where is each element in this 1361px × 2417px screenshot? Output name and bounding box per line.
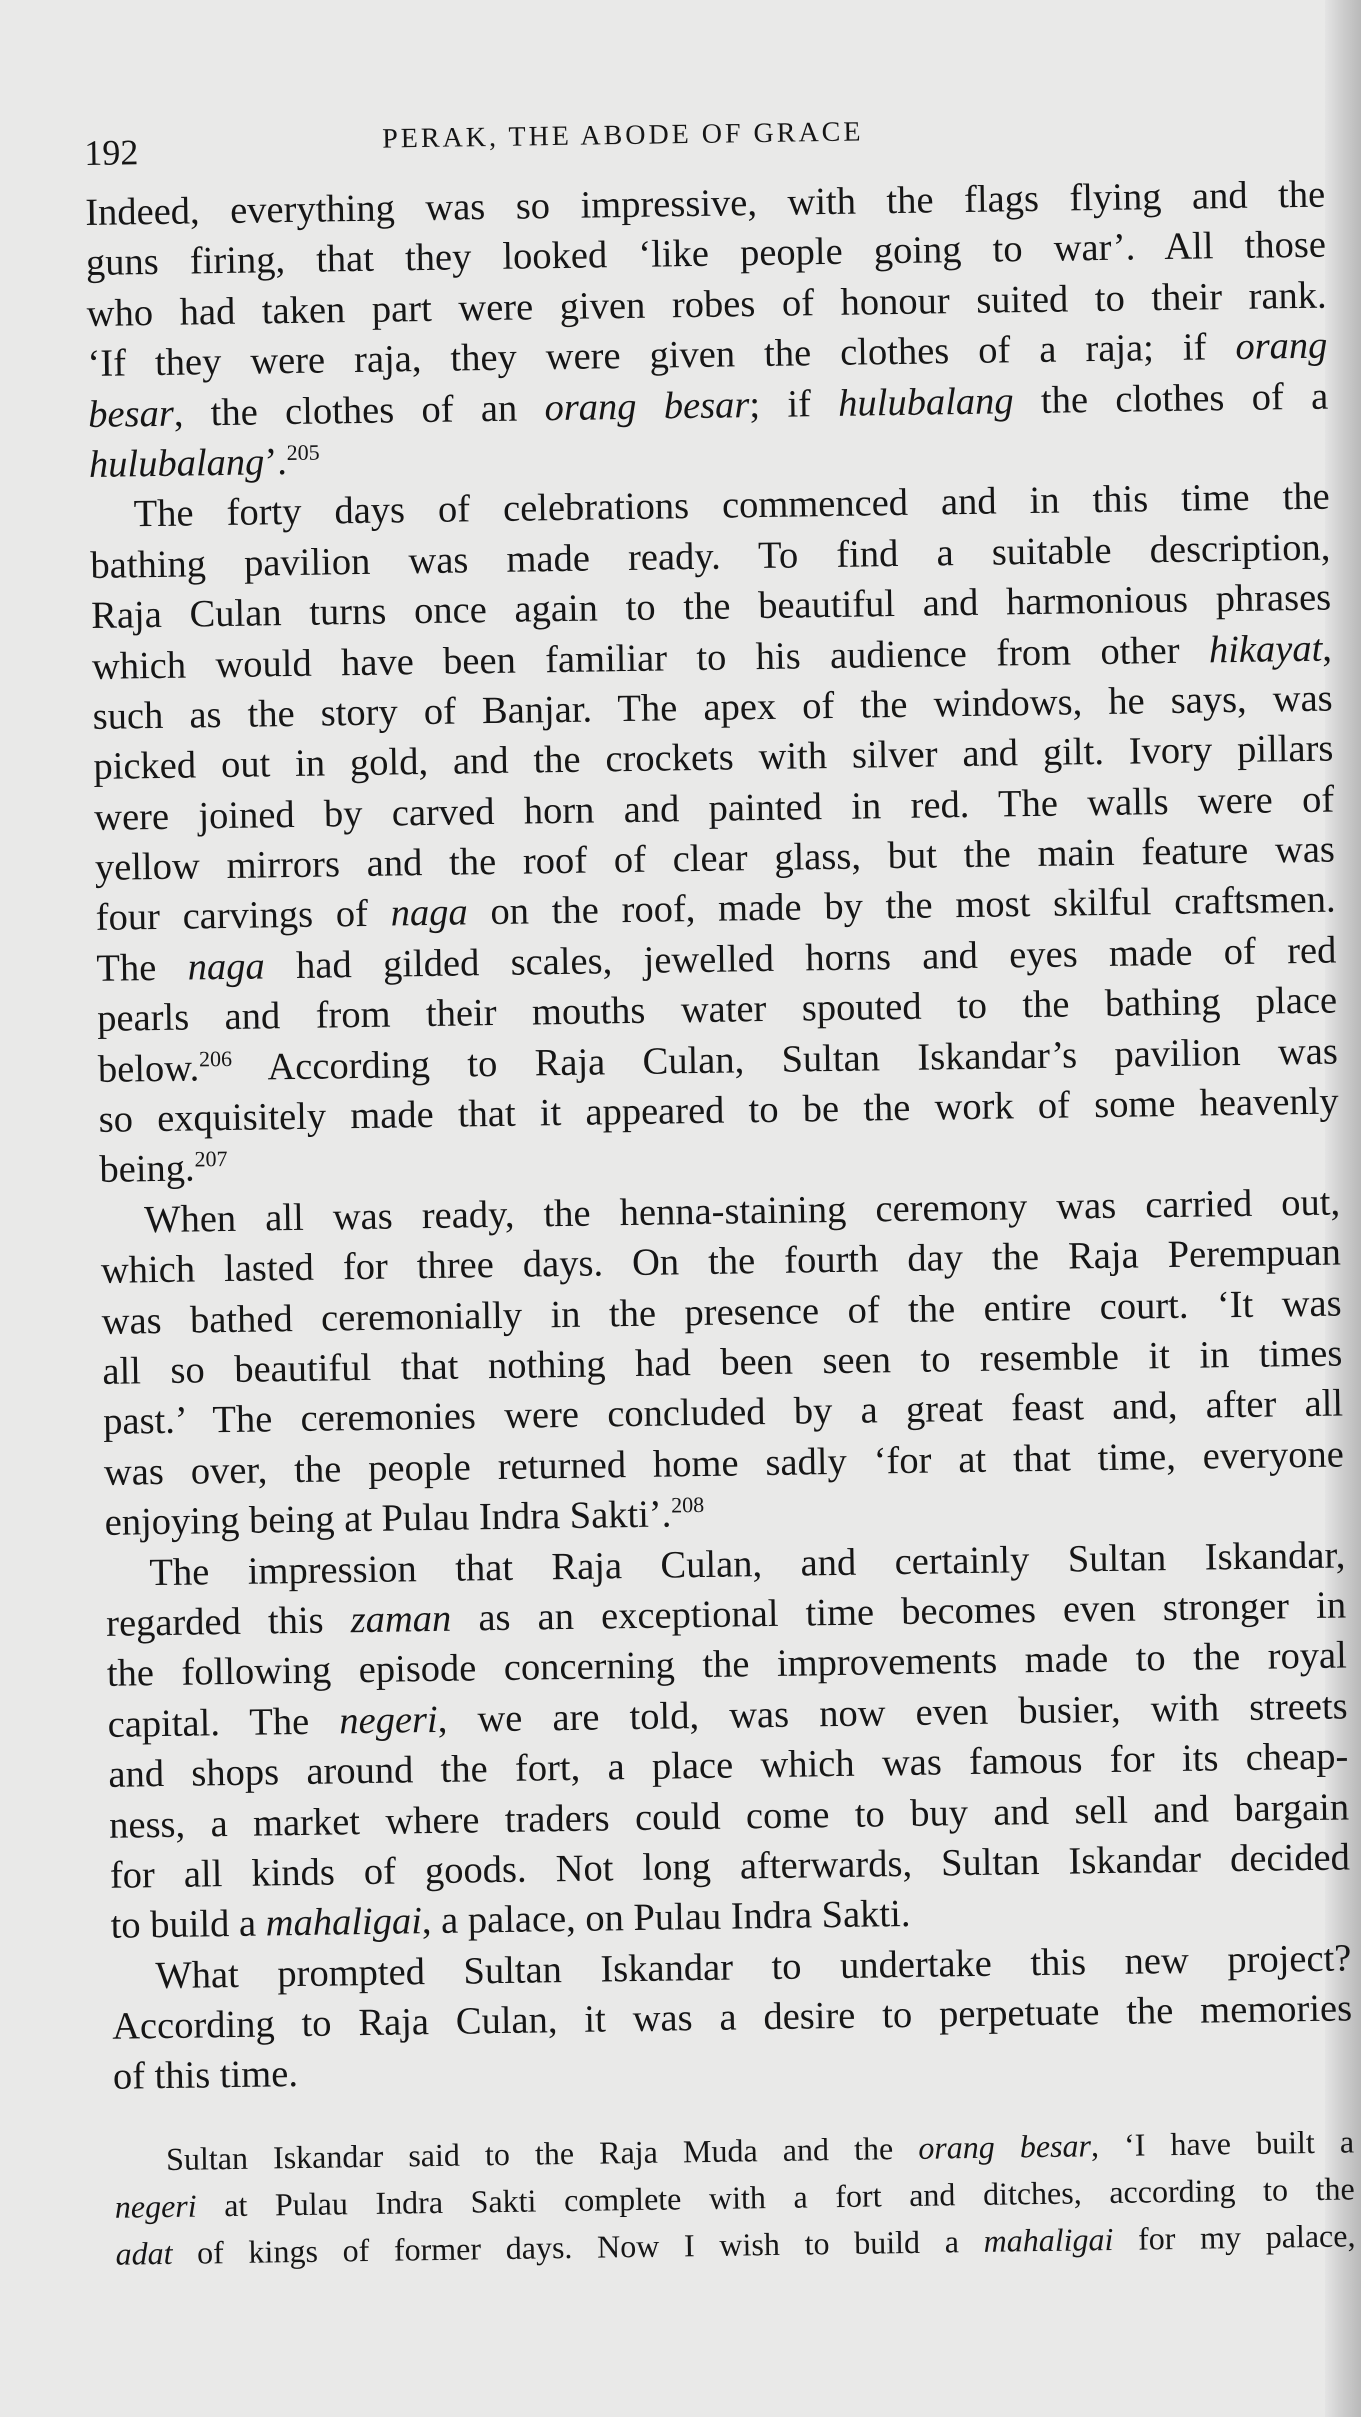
text-run: According to Raja Culan, Sultan Iskandar’s pavilion was (231, 1030, 1339, 1089)
text-run: for all kinds of goods. Not long afterwards, Sultan Iskandar decided (109, 1836, 1351, 1897)
text-run: capital. The (107, 1700, 340, 1746)
text-run: for my palace, (1113, 2217, 1356, 2257)
text-run: being. (99, 1147, 195, 1192)
italic-term: naga (187, 945, 266, 989)
italic-term: hulubalang (837, 379, 1014, 425)
italic-term: mahaligai (983, 2220, 1114, 2259)
page-number: 192 (84, 132, 139, 173)
text-run: enjoying being at Pulau Indra Sakti’. (104, 1493, 672, 1545)
text-run: guns firing, that they looked ‘like people going to war’. All those (85, 223, 1327, 285)
italic-term: mahaligai (265, 1900, 423, 1945)
italic-term: besar (87, 392, 175, 436)
italic-term: naga (390, 891, 469, 936)
footnote-reference: 208 (671, 1492, 705, 1518)
italic-term: adat (115, 2234, 173, 2272)
text-run: past.’ The ceremonies were concluded by a great feast and, after all (102, 1382, 1344, 1444)
text-run: was over, the people returned home sadly ‘for at that time, everyone (103, 1433, 1345, 1494)
text-run: which would have been familiar to his audience from other (91, 628, 1210, 688)
italic-term: zaman (350, 1597, 452, 1642)
text-run: picked out in gold, and the crockets with silver and gilt. Ivory pillars (93, 727, 1334, 789)
italic-term: orang besar (544, 383, 750, 429)
text-run: at Pulau Indra Sakti complete with a fort and ditches, according to the (196, 2170, 1355, 2224)
text-run: Raja Culan turns once again to the beautiful and harmonious phrases (90, 576, 1332, 638)
italic-term: negeri (339, 1698, 438, 1743)
italic-term: negeri (114, 2187, 197, 2225)
text-run: regarded this (105, 1599, 352, 1645)
text-run: was bathed ceremonially in the presence of the entire court. ‘It was (101, 1282, 1342, 1343)
text-run: had gilded scales, jewelled horns and eyes made of red (264, 929, 1337, 988)
footnote-reference: 206 (198, 1045, 233, 1072)
text-run: According to Raja Culan, it was a desire to perpetuate the memories (111, 1987, 1353, 2048)
footnote-reference: 207 (194, 1146, 228, 1172)
text-run: , we are told, was now even busier, with streets (437, 1685, 1348, 1741)
text-run: yellow mirrors and the roof of clear glass, but the main feature was (94, 828, 1336, 889)
text-run: and shops around the fort, a place which was famous for its cheap- (108, 1735, 1349, 1796)
text-run: so exquisitely made that it appeared to be the work of some heavenly (98, 1080, 1339, 1141)
text-run: , (1321, 627, 1333, 670)
text-run: the clothes of a (1013, 375, 1329, 422)
text-run: below. (97, 1047, 200, 1091)
text-run: The impression that Raja Culan, and certainly Sultan Iskandar, (149, 1533, 1346, 1594)
text-run: pearls and from their mouths water spouted to the bathing place (96, 979, 1338, 1041)
text-run: , a palace, on Pulau Indra Sakti. (421, 1893, 911, 1943)
text-run: ‘If they were raja, they were given the clothes of a raja; if (87, 326, 1236, 386)
text-run: Sultan Iskandar said to the Raja Muda and the (165, 2129, 919, 2177)
text-run: to build a (110, 1902, 267, 1948)
text-run: Indeed, everything was so impressive, with the flags flying and the (84, 173, 1326, 234)
italic-term: hulubalang (88, 441, 265, 486)
footnote-reference: 205 (286, 439, 320, 465)
text-run: The forty days of celebrations commenced and in this time the (133, 475, 1330, 536)
text-run: , ‘I have built a (1090, 2123, 1355, 2164)
text-run: of this time. (112, 2053, 299, 2099)
body-text (85, 170, 1353, 2103)
text-run: ness, a market where traders could come to buy and sell and bargain (108, 1785, 1350, 1847)
text-run: all so beautiful that nothing had been seen to resemble it in times (102, 1332, 1343, 1393)
text-run: The (96, 946, 189, 990)
text-run: who had taken part were given robes of honour suited to their rank. (86, 274, 1327, 335)
text-run: on the roof, made by the most skilful craftsmen. (467, 878, 1336, 934)
text-run: , the clothes of an (173, 386, 545, 435)
text-run: such as the story of Banjar. The apex of the windows, he says, was (92, 677, 1333, 738)
text-run: When all was ready, the henna-staining ceremony was carried out, (143, 1181, 1341, 1242)
text-run: bathing pavilion was made ready. To find a suitable description, (90, 526, 1331, 587)
block-quote (114, 2118, 1356, 2277)
text-run: as an exceptional time becomes even stronger in (450, 1584, 1347, 1640)
text-run: What prompted Sultan Iskandar to undertake this new project? (155, 1937, 1352, 1997)
text-run: four carvings of (95, 893, 392, 940)
text-run: were joined by carved horn and painted in red. The walls were of (93, 778, 1335, 839)
italic-term: hikayat (1208, 627, 1323, 671)
running-title: PERAK, THE ABODE OF GRACE (381, 116, 864, 155)
italic-term: orang (1235, 324, 1328, 369)
text-run: of kings of former days. Now I wish to build a (172, 2222, 984, 2271)
italic-term: orang besar (918, 2127, 1092, 2166)
text-run: which lasted for three days. On the fourth day the Raja Perempuan (100, 1231, 1342, 1293)
book-page (84, 110, 1356, 2278)
text-run: ’. (264, 440, 288, 484)
text-run: the following episode concerning the improvements made to the royal (106, 1634, 1348, 1696)
text-run: ; if (749, 382, 839, 426)
